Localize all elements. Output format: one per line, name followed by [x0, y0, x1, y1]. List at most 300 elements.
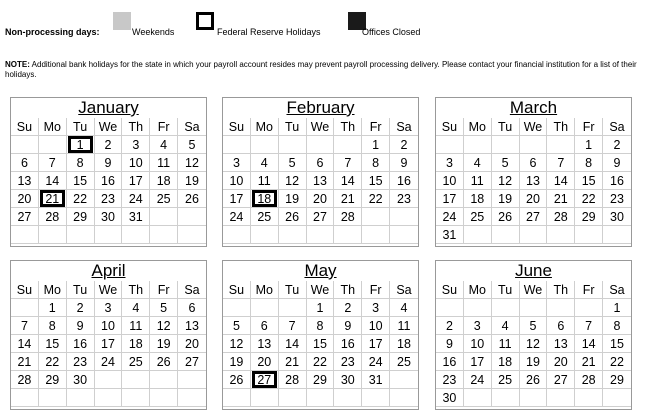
- day-cell: 18: [122, 335, 150, 353]
- month-days: [223, 281, 418, 407]
- weekday-label: Fr: [150, 281, 178, 299]
- day-cell: 29: [575, 208, 603, 226]
- day-cell: 7: [547, 154, 575, 172]
- month-april: [10, 260, 207, 410]
- day-cell: 20: [251, 353, 279, 371]
- day-cell: 30: [603, 208, 631, 226]
- week-row: [436, 371, 631, 389]
- month-days: [11, 281, 206, 407]
- day-cell: 19: [520, 353, 548, 371]
- weekday-label: Tu: [67, 281, 95, 299]
- day-cell: 28: [575, 371, 603, 389]
- empty-day-cell: [362, 389, 390, 407]
- month-june: [435, 260, 632, 410]
- weekday-label: Su: [436, 281, 464, 299]
- week-row: [11, 353, 206, 371]
- day-cell: 18: [150, 172, 178, 190]
- day-cell: 16: [334, 335, 362, 353]
- empty-day-cell: [223, 389, 251, 407]
- empty-day-cell: [520, 299, 548, 317]
- empty-day-cell: [251, 299, 279, 317]
- empty-day-cell: [390, 371, 418, 389]
- day-cell: 21: [11, 353, 39, 371]
- weekday-header: [223, 281, 418, 299]
- empty-day-cell: [547, 136, 575, 154]
- day-cell: 11: [492, 335, 520, 353]
- day-cell: 10: [95, 317, 123, 335]
- day-cell: 12: [492, 172, 520, 190]
- empty-day-cell: [39, 389, 67, 407]
- day-cell: 17: [95, 335, 123, 353]
- weekday-label: Th: [122, 281, 150, 299]
- day-cell: 20: [547, 353, 575, 371]
- day-cell: 17: [464, 353, 492, 371]
- weekday-label: Tu: [67, 118, 95, 136]
- day-cell: 27: [307, 208, 335, 226]
- day-cell: 2: [436, 317, 464, 335]
- day-cell: 10: [436, 172, 464, 190]
- day-cell: 23: [390, 190, 418, 208]
- empty-day-cell: [575, 226, 603, 244]
- week-row: [223, 226, 418, 244]
- weekday-label: Fr: [575, 281, 603, 299]
- empty-day-cell: [223, 299, 251, 317]
- empty-day-cell: [547, 226, 575, 244]
- weekday-label: Su: [436, 118, 464, 136]
- day-cell: 10: [223, 172, 251, 190]
- weekday-header: [11, 281, 206, 299]
- weekday-label: Fr: [150, 118, 178, 136]
- day-cell: 15: [575, 172, 603, 190]
- empty-day-cell: [178, 371, 206, 389]
- empty-day-cell: [95, 371, 123, 389]
- day-cell: 18: [464, 190, 492, 208]
- day-cell: 22: [307, 353, 335, 371]
- day-cell: 24: [362, 353, 390, 371]
- day-cell: 22: [39, 353, 67, 371]
- day-cell: 22: [603, 353, 631, 371]
- weekday-label: We: [307, 281, 335, 299]
- day-cell: 29: [67, 208, 95, 226]
- day-cell: 28: [547, 208, 575, 226]
- empty-day-cell: [464, 226, 492, 244]
- weekday-header: [436, 281, 631, 299]
- day-cell: 14: [547, 172, 575, 190]
- legend-closed: Offices Closed: [362, 27, 421, 37]
- day-cell: 16: [603, 172, 631, 190]
- month-title: February: [286, 98, 355, 117]
- week-row: [11, 154, 206, 172]
- day-cell: 8: [307, 317, 335, 335]
- day-cell: 5: [178, 136, 206, 154]
- month-days: [11, 118, 206, 244]
- day-cell: 21: [279, 353, 307, 371]
- day-cell: 19: [178, 172, 206, 190]
- weekday-label: Mo: [251, 118, 279, 136]
- day-cell: 3: [95, 299, 123, 317]
- empty-day-cell: [334, 136, 362, 154]
- day-cell: 23: [67, 353, 95, 371]
- federal-holiday-day: 1: [67, 136, 95, 154]
- week-row: [11, 208, 206, 226]
- weekday-label: Tu: [279, 118, 307, 136]
- day-cell: 12: [279, 172, 307, 190]
- week-row: [223, 353, 418, 371]
- empty-day-cell: [95, 389, 123, 407]
- day-cell: 4: [251, 154, 279, 172]
- day-cell: 20: [11, 190, 39, 208]
- empty-day-cell: [178, 208, 206, 226]
- day-cell: 14: [575, 335, 603, 353]
- weekday-label: Sa: [390, 281, 418, 299]
- day-cell: 17: [122, 172, 150, 190]
- day-cell: 24: [464, 371, 492, 389]
- day-cell: 31: [122, 208, 150, 226]
- day-cell: 13: [547, 335, 575, 353]
- weekday-label: Fr: [362, 118, 390, 136]
- legend-weekends: Weekends: [132, 27, 175, 37]
- weekday-header: [11, 118, 206, 136]
- day-cell: 3: [436, 154, 464, 172]
- day-cell: 25: [464, 208, 492, 226]
- weekday-label: Tu: [492, 118, 520, 136]
- day-cell: 13: [307, 172, 335, 190]
- day-cell: 6: [547, 317, 575, 335]
- day-cell: 24: [122, 190, 150, 208]
- week-row: [223, 317, 418, 335]
- day-cell: 3: [223, 154, 251, 172]
- day-cell: 13: [178, 317, 206, 335]
- empty-day-cell: [279, 389, 307, 407]
- weekday-header: [223, 118, 418, 136]
- empty-day-cell: [122, 226, 150, 244]
- day-cell: 9: [436, 335, 464, 353]
- day-cell: 16: [390, 172, 418, 190]
- weekday-label: Sa: [178, 118, 206, 136]
- day-cell: 3: [122, 136, 150, 154]
- empty-day-cell: [334, 389, 362, 407]
- day-cell: 15: [67, 172, 95, 190]
- day-cell: 8: [362, 154, 390, 172]
- day-cell: 2: [603, 136, 631, 154]
- weekday-label: Mo: [39, 118, 67, 136]
- day-cell: 9: [95, 154, 123, 172]
- week-row: [11, 335, 206, 353]
- week-row: [11, 190, 206, 208]
- day-cell: 11: [122, 317, 150, 335]
- week-row: [223, 154, 418, 172]
- day-cell: 15: [362, 172, 390, 190]
- empty-day-cell: [307, 389, 335, 407]
- day-cell: 12: [150, 317, 178, 335]
- day-cell: 1: [307, 299, 335, 317]
- month-title: March: [509, 98, 558, 117]
- empty-day-cell: [223, 226, 251, 244]
- empty-day-cell: [547, 299, 575, 317]
- day-cell: 23: [603, 190, 631, 208]
- federal-holiday-day: 18: [251, 190, 279, 208]
- day-cell: 18: [492, 353, 520, 371]
- day-cell: 23: [436, 371, 464, 389]
- note: [5, 60, 641, 80]
- week-row: [223, 172, 418, 190]
- empty-day-cell: [251, 136, 279, 154]
- weekday-label: Th: [547, 118, 575, 136]
- week-row: [223, 190, 418, 208]
- day-cell: 13: [11, 172, 39, 190]
- weekday-label: Fr: [362, 281, 390, 299]
- day-cell: 29: [307, 371, 335, 389]
- day-cell: 23: [95, 190, 123, 208]
- empty-day-cell: [178, 226, 206, 244]
- empty-day-cell: [390, 389, 418, 407]
- day-cell: 8: [67, 154, 95, 172]
- day-cell: 25: [122, 353, 150, 371]
- weekday-label: Th: [547, 281, 575, 299]
- day-cell: 4: [122, 299, 150, 317]
- empty-day-cell: [150, 208, 178, 226]
- empty-day-cell: [279, 226, 307, 244]
- day-cell: 13: [251, 335, 279, 353]
- day-cell: 19: [150, 335, 178, 353]
- day-cell: 15: [603, 335, 631, 353]
- week-row: [436, 208, 631, 226]
- week-row: [436, 389, 631, 407]
- day-cell: 8: [39, 317, 67, 335]
- weekend-swatch: [113, 12, 131, 30]
- week-row: [436, 172, 631, 190]
- empty-day-cell: [150, 226, 178, 244]
- empty-day-cell: [67, 226, 95, 244]
- week-row: [11, 172, 206, 190]
- empty-day-cell: [11, 226, 39, 244]
- empty-day-cell: [520, 389, 548, 407]
- week-row: [436, 154, 631, 172]
- day-cell: 2: [334, 299, 362, 317]
- day-cell: 26: [520, 371, 548, 389]
- weekday-label: Su: [11, 281, 39, 299]
- empty-day-cell: [603, 389, 631, 407]
- day-cell: 14: [39, 172, 67, 190]
- day-cell: 10: [362, 317, 390, 335]
- day-cell: 21: [547, 190, 575, 208]
- day-cell: 6: [251, 317, 279, 335]
- day-cell: 24: [95, 353, 123, 371]
- day-cell: 14: [279, 335, 307, 353]
- day-cell: 4: [390, 299, 418, 317]
- day-cell: 11: [464, 172, 492, 190]
- day-cell: 2: [390, 136, 418, 154]
- weekday-label: Th: [122, 118, 150, 136]
- month-may: [222, 260, 419, 410]
- day-cell: 27: [520, 208, 548, 226]
- day-cell: 7: [39, 154, 67, 172]
- week-row: [436, 335, 631, 353]
- weekday-label: Th: [334, 118, 362, 136]
- week-row: [11, 136, 206, 154]
- day-cell: 20: [178, 335, 206, 353]
- day-cell: 26: [492, 208, 520, 226]
- day-cell: 17: [362, 335, 390, 353]
- day-cell: 9: [603, 154, 631, 172]
- federal-holiday-day: 27: [251, 371, 279, 389]
- day-cell: 1: [39, 299, 67, 317]
- empty-day-cell: [251, 389, 279, 407]
- day-cell: 19: [223, 353, 251, 371]
- note-label: NOTE:: [5, 60, 30, 69]
- month-february: [222, 97, 419, 247]
- empty-day-cell: [492, 389, 520, 407]
- weekday-label: Sa: [603, 281, 631, 299]
- day-cell: 3: [464, 317, 492, 335]
- week-row: [11, 299, 206, 317]
- day-cell: 6: [520, 154, 548, 172]
- day-cell: 27: [11, 208, 39, 226]
- day-cell: 20: [520, 190, 548, 208]
- empty-day-cell: [150, 371, 178, 389]
- day-cell: 13: [520, 172, 548, 190]
- weekday-label: We: [95, 281, 123, 299]
- weekday-label: Mo: [464, 281, 492, 299]
- day-cell: 27: [178, 353, 206, 371]
- weekday-label: Su: [11, 118, 39, 136]
- week-row: [223, 299, 418, 317]
- day-cell: 30: [334, 371, 362, 389]
- day-cell: 18: [390, 335, 418, 353]
- day-cell: 1: [362, 136, 390, 154]
- day-cell: 7: [11, 317, 39, 335]
- empty-day-cell: [178, 389, 206, 407]
- week-row: [436, 226, 631, 244]
- day-cell: 3: [362, 299, 390, 317]
- day-cell: 7: [279, 317, 307, 335]
- day-cell: 27: [547, 371, 575, 389]
- day-cell: 30: [436, 389, 464, 407]
- note-text: Additional bank holidays for the state in which your payroll account resides may prevent payroll processing delivery. Please contact your financial institution for a list of their holidays.: [5, 60, 637, 79]
- weekday-label: Tu: [492, 281, 520, 299]
- empty-day-cell: [122, 389, 150, 407]
- empty-day-cell: [150, 389, 178, 407]
- weekday-label: Mo: [251, 281, 279, 299]
- empty-day-cell: [575, 299, 603, 317]
- empty-day-cell: [279, 136, 307, 154]
- weekday-label: Su: [223, 281, 251, 299]
- day-cell: 17: [436, 190, 464, 208]
- day-cell: 11: [150, 154, 178, 172]
- day-cell: 4: [464, 154, 492, 172]
- weekday-label: We: [520, 281, 548, 299]
- empty-day-cell: [334, 226, 362, 244]
- empty-day-cell: [279, 299, 307, 317]
- empty-day-cell: [223, 136, 251, 154]
- empty-day-cell: [575, 389, 603, 407]
- day-cell: 12: [178, 154, 206, 172]
- day-cell: 20: [307, 190, 335, 208]
- day-cell: 10: [122, 154, 150, 172]
- day-cell: 25: [150, 190, 178, 208]
- day-cell: 17: [223, 190, 251, 208]
- weekday-label: Sa: [178, 281, 206, 299]
- day-cell: 31: [362, 371, 390, 389]
- day-cell: 5: [223, 317, 251, 335]
- day-cell: 9: [334, 317, 362, 335]
- day-cell: 28: [279, 371, 307, 389]
- empty-day-cell: [362, 226, 390, 244]
- day-cell: 25: [492, 371, 520, 389]
- empty-day-cell: [436, 136, 464, 154]
- empty-day-cell: [39, 226, 67, 244]
- empty-day-cell: [492, 226, 520, 244]
- empty-day-cell: [603, 226, 631, 244]
- day-cell: 22: [575, 190, 603, 208]
- day-cell: 4: [492, 317, 520, 335]
- day-cell: 28: [11, 371, 39, 389]
- day-cell: 16: [436, 353, 464, 371]
- day-cell: 9: [67, 317, 95, 335]
- weekday-label: Th: [334, 281, 362, 299]
- day-cell: 5: [520, 317, 548, 335]
- week-row: [11, 389, 206, 407]
- day-cell: 5: [492, 154, 520, 172]
- day-cell: 26: [279, 208, 307, 226]
- weekday-label: Fr: [575, 118, 603, 136]
- day-cell: 4: [150, 136, 178, 154]
- day-cell: 25: [251, 208, 279, 226]
- week-row: [11, 226, 206, 244]
- day-cell: 16: [67, 335, 95, 353]
- month-title: May: [304, 261, 337, 280]
- day-cell: 26: [178, 190, 206, 208]
- day-cell: 9: [390, 154, 418, 172]
- day-cell: 1: [575, 136, 603, 154]
- empty-day-cell: [520, 226, 548, 244]
- day-cell: 26: [223, 371, 251, 389]
- week-row: [223, 371, 418, 389]
- week-row: [436, 299, 631, 317]
- day-cell: 24: [223, 208, 251, 226]
- day-cell: 12: [223, 335, 251, 353]
- month-title: April: [91, 261, 126, 280]
- empty-day-cell: [547, 389, 575, 407]
- day-cell: 19: [279, 190, 307, 208]
- weekday-label: Su: [223, 118, 251, 136]
- week-row: [436, 190, 631, 208]
- empty-day-cell: [67, 389, 95, 407]
- day-cell: 15: [307, 335, 335, 353]
- empty-day-cell: [362, 208, 390, 226]
- federal-holiday-day: 21: [39, 190, 67, 208]
- day-cell: 28: [39, 208, 67, 226]
- weekday-header: [436, 118, 631, 136]
- day-cell: 8: [575, 154, 603, 172]
- day-cell: 29: [39, 371, 67, 389]
- day-cell: 6: [178, 299, 206, 317]
- day-cell: 28: [334, 208, 362, 226]
- day-cell: 11: [251, 172, 279, 190]
- day-cell: 31: [436, 226, 464, 244]
- week-row: [436, 136, 631, 154]
- empty-day-cell: [390, 208, 418, 226]
- empty-day-cell: [251, 226, 279, 244]
- week-row: [11, 317, 206, 335]
- day-cell: 26: [150, 353, 178, 371]
- empty-day-cell: [307, 226, 335, 244]
- day-cell: 14: [334, 172, 362, 190]
- month-january: [10, 97, 207, 247]
- month-march: [435, 97, 632, 247]
- day-cell: 2: [95, 136, 123, 154]
- day-cell: 11: [390, 317, 418, 335]
